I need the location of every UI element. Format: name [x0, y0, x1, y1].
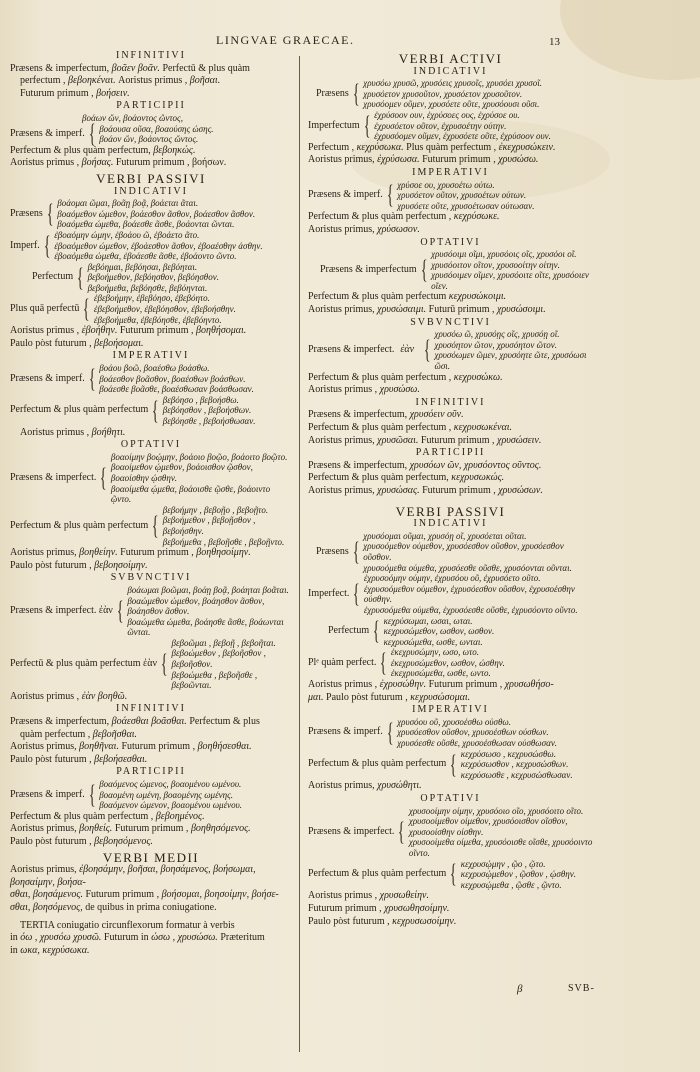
text-line: Paulo pòst futurum , βεβοήσομαι.: [10, 337, 144, 349]
bracket-group: Plᵉ quàm perfect. { ἐκεχρυσώμην, ωσο, ωτο. ἐκεχρυσώμεθον, ωσθον, ώσθην. ἐκεχρυσώμεθα, ωσθε, ωντο.: [308, 647, 505, 679]
text-line: perfectum , βεβοηκέναι. Aoristus primus , βοῆσαι.: [20, 75, 221, 87]
text-line: Aoristus primus, χρυσῶσαι. Futurum primum , χρυσώσειν.: [308, 434, 542, 446]
bracket-group: Plus quā perfectū { ἐβεβοήμην, ἐβεβόησο, ἐβεβόητο. ἐβεβοήμεθον, ἐβεβόησθον, ἐβεβοήσθην. ἐβεβοήμεθα, ἐβεβόησθε, ἐβεβόηντο.: [10, 293, 236, 325]
bracket-group: Perfectum & plus quàm perfectum { βεβοήμην , βεβοῇο , βεβοῇτο. βεβοήμεθον , βεβοῇσθον , βεβοήσθην. βεβοήμεθα , βεβοῇσθε , βεβοῇντο.: [10, 504, 285, 547]
bracket-group: Præsens & imperf. { βοάου βοῶ, βοαέσθω βοάσθω. βοάεσθον βοᾶσθον, βοαέσθων βοάσθων. βοάεσθε βοᾶσθε, βοαέσθωσαν βοάσθωσαν.: [10, 363, 254, 395]
section-title: VERBI MEDII: [102, 849, 200, 865]
text-line: σθαι, βοησόμενος, de quibus in prima coniugatione.: [10, 901, 217, 913]
text-line: Aoristus primus , ἐχρυσώθην. Futurum primum , χρυσωθήσο-: [308, 679, 554, 691]
bracket-group: Imperfect. { ἐχρυσοόμην ούμην, ἐχρυσόου οῦ, ἐχρυσόετο οῦτο. ἐχρυσοόμεθον ούμεθον, ἐχρυσόεσθον οῦσθον, ἐχρυσοέσθην ούσθην. ἐχρυσοόμεθα ούμεθα, ἐχρυσόεσθε οῦσθε, ἐχρυσόοντο οῦντο.: [308, 573, 578, 615]
text-line: Paulo pòst futurum , βεβοησόμενος.: [10, 835, 153, 847]
section-title: VERBI PASSIVI: [395, 503, 506, 519]
text-line: Paulo pòst futurum , βεβοησοίμην.: [10, 559, 148, 571]
bracket-group: Præsens { χρυσόω χρυσῶ, χρυσόεις χρυσοῖς, χρυσόει χρυσοῖ. χρυσόετον χρυσοῦτον, χρυσόετον χρυσοῦτον. χρυσόομεν οῦμεν, χρυσόετε οῦτε, χρυσόουσι οῦσι.: [316, 78, 542, 110]
section-title: VERBI ACTIVI: [398, 51, 503, 66]
text-line: Aoristus primus , ἐβοήθην. Futurum primum , βοηθήσομαι.: [10, 325, 247, 337]
bracket-group: Præsens & imperfectum { χρυσόοιμι οῖμι, χρυσόοις οῖς, χρυσόοι οῖ. χρυσόοιτον οῖτον, χρυσοοίτην οίτην. χρυσόοιμεν οῖμεν, χρυσόοιτε οῖτε, χρυσόοιεν οῖεν.: [320, 249, 589, 291]
bracket-group: Præsens & imperf. { χρύσοε ου, χρυσοέτω ούτω. χρυσόετον οῦτον, χρυσοέτων ούτων. χρυσόετε οῦτε, χρυσοέτωσαν ούτωσαν.: [308, 179, 535, 211]
bracket-group: Perfectum & plus quàm perfectum { βεβόησο , βεβοήσθω. βεβόησθον , βεβοήσθων. βεβόησθε , βεβοήσθωσαν.: [10, 394, 256, 426]
text-line: TERTIA coniugatio circunflexorum formatur à verbis: [20, 919, 235, 931]
bracket-group: Præsens & imperfect. ἐὰν { βοάωμαι βοῶμαι, βοάῃ βοᾷ, βοάηται βοᾶται. βοαώμεθον ώμεθον, βοάησθον ᾶσθον, βοάησθον ᾶσθον. βοαώμεθα ώμεθα, βοάησθε ᾶσθε, βοάωνται ῶνται.: [10, 584, 289, 638]
section-heading: INFINITIVI: [116, 703, 186, 715]
text-line: Perfectum & plus quàm perfectum κεχρυσώκοιμι.: [308, 291, 507, 303]
text-line: in όω , χρυσόω χρυσῶ. Futurum in ώσω , χρυσώσω. Præteritum: [10, 932, 265, 944]
section-heading: PARTICIPII: [116, 100, 186, 112]
section-heading: SVBVNCTIVI: [410, 316, 491, 328]
text-line: Præsens & imperfectum, χρυσόειν οῦν.: [308, 409, 464, 421]
catchword: SVB-: [568, 983, 595, 994]
text-line: Perfectum , κεχρύσωκα. Plus quàm perfectum , ἐκεχρυσώκειν.: [308, 141, 556, 153]
section-heading: OPTATIVI: [120, 439, 182, 451]
text-line: Aoristus primus, χρυσώσας. Futurum primum , χρυσώσων.: [308, 484, 543, 496]
section-heading: IMPERATIVI: [412, 704, 489, 716]
bracket-group: Præsens { χρυσόομαι οῦμαι, χρυσόῃ οῖ, χρυσόεται οῦται. χρυσοόμεθον ούμεθον, χρυσόεσθον οῦσθον, χρυσόεσθον οῦσθον. χρυσοόμεθα ούμεθα, χρυσόεσθε οῦσθε, χρυσόονται οῦνται.: [316, 530, 572, 573]
text-line: Paulo pòst futurum , βεβοήσεσθαι.: [10, 753, 148, 765]
text-line: Aoristus primus , ἐὰν βοηθῶ.: [10, 690, 128, 702]
bracket-group: Præsens & imperf. { χρυσόου οῦ, χρυσοέσθω ούσθω. χρυσόεσθον οῦσθον, χρυσοέσθων ούσθων. χρυσόεσθε οῦσθε, χρυσοέσθωσαν ούσθωσαν.: [308, 716, 558, 749]
bracket-group: Præsens & imperfect. { βοαοίμην βοῴμην, βοάοιο βοῷο, βοάοιτο βοῷτο. βοαοίμεθον ῴμεθον, βοάοισθον ῷσθον, βοαοίσθην ῴσθην. βοαοίμεθα ῴμεθα, βοάοισθε ῷσθε, βοάοιντο ῷντο.: [10, 451, 288, 505]
text-line: Præsens & imperfectum, βοάεσθαι βοᾶσθαι. Perfectum & plus: [10, 716, 260, 728]
page-number: 13: [549, 36, 560, 48]
text-line: Aoristus primus, βοηθείς. Futurum primum , βοηθησόμενος.: [10, 823, 251, 835]
section-heading: INDICATIVI: [114, 185, 188, 197]
text-line: Aoristus primus, χρύσωσον.: [308, 223, 420, 235]
text-line: Aoristus primus, ἐβοησάμην, βοῆσαι, βοησάμενος, βοήσωμαι, βοησαίμην, βοήσα-: [10, 864, 256, 888]
section-heading: IMPERATIVI: [112, 350, 190, 362]
section-heading: INFINITIVI: [415, 396, 486, 408]
section-heading: OPTATIVI: [420, 236, 481, 248]
bracket-group: Imperf. { ἐβοαόμην ώμην, ἐβοάου ῶ, ἐβοάετο ᾶτο. ἐβοαόμεθον ώμεθον, ἐβοάεσθον ᾶσθον, ἐβοαέσθην άσθην. ἐβοαόμεθα ώμεθα, ἐβοάεσθε ᾶσθε, ἐβοάοντο ῶντο.: [10, 229, 263, 262]
text-line: Perfectum & plus quàm perfectum , κεχρυσώκω.: [308, 371, 503, 383]
text-line: Aoristus primus , βοήθητι.: [20, 426, 126, 438]
text-line: Perfectum & plus quàm perfectum, βεβοηκώς.: [10, 144, 196, 156]
running-head: LINGVAE GRAECAE.: [216, 33, 355, 47]
bracket-group: Perfectum & plus quàm perfectum { κεχρύσωσο , κεχρυσώσθω. κεχρύσωσθον , κεχρυσώσθων. κεχρύσωσθε , κεχρυσώσθωσαν.: [308, 748, 573, 780]
bracket-group: Perfectum { βεβόημαι, βεβόησαι, βεβόηται. βεβοήμεθον, βεβόησθον, βεβόησθον. βεβοήμεθα, βεβόησθε, βεβόηνται.: [32, 261, 219, 293]
text-line: σθαι, βοησάμενος. Futurum primum , βοήσομαι, βοησοίμην, βοήσε-: [10, 889, 279, 901]
text-line: Perfectum & plus quàm perfectum , κεχρύσωκε.: [308, 211, 500, 223]
bracket-group: Imperfectum { ἐχρύσοον ουν, ἐχρύσοες ους, ἐχρύσοε ου. ἐχρυσόετον οῦτον, ἐχρυσοέτην ούτην. ἐχρυσόομεν οῦμεν, ἐχρυσόετε οῦτε, ἐχρύσοον ουν.: [308, 109, 551, 142]
text-line: Aoristus primus , χρυσώσω.: [308, 384, 420, 396]
section-heading: INDICATIVI: [413, 65, 488, 77]
bracket-group: Præsens & imperf. { βοάουσα οῦσα, βοαούσης ώσης. βοάον ὤν, βοάοντος ὤντος.: [10, 119, 214, 149]
bracket-group: Præsens { βοάομαι ῶμαι, βοᾶῃ βοᾷ, βοάεται ᾶται. βοαόμεθον ώμεθον, βοάεσθον ᾶσθον, βοάεσθον ᾶσθον. βοαόμεθα ώμεθα, βοάεσθε ᾶσθε, βοάονται ῶνται.: [10, 198, 256, 230]
section-heading: INFINITIVI: [116, 50, 186, 61]
text-line: Aoristus primus, ἐχρύσωσα. Futurum primum , χρυσώσω.: [308, 154, 539, 166]
section-heading: SVBVNCTIVI: [110, 572, 192, 584]
bracket-group: Perfectum { κεχρύσωμαι, ωσαι, ωται. κεχρυσώμεθον, ωσθον, ωσθον. κεχρυσώμεθα, ωσθε, ωνται.: [328, 615, 495, 647]
text-line: Aoristus primus , χρυσωθείην.: [308, 890, 429, 902]
text-line: Futurum primum , βοήσειν.: [20, 87, 130, 99]
text-line: Præsens & imperfectum, χρυσόων ῶν, χρυσόοντος οῦντος.: [308, 459, 542, 471]
text-line: Perfectum & plus quàm perfectum, κεχρυσωκώς.: [308, 472, 505, 484]
text-line: Aoristus primus , βοήσας. Futurum primum , βοήσων.: [10, 157, 227, 169]
signature-mark: β: [517, 983, 523, 995]
bracket-group: Perfectum & plus quàm perfectum { κεχρυσῴμην , ῷο , ῷτο. κεχρυσῴμεθον , ῷσθον , ῴσθην. κεχρυσῴμεθα , ῷσθε , ῷντο.: [308, 858, 576, 890]
left-column: [10, 50, 292, 957]
text-line: Præsens & imperfectum, βοᾶεν βοᾶν. Perfectū & plus quàm: [10, 62, 250, 74]
text-line: Aoristus primus, χρυσώθητι.: [308, 780, 422, 792]
bracket-group: βοάων ὤν, βοάοντος ὤντος,: [82, 112, 183, 123]
section-heading: INDICATIVI: [413, 518, 488, 530]
text-line: μαι. Paulo pòst futurum , κεχρυσώσομαι.: [308, 691, 471, 703]
section-heading: IMPERATIVI: [412, 166, 489, 178]
section-heading: PARTICIPII: [415, 447, 486, 459]
text-line: in ωκα, κεχρύσωκα.: [10, 944, 90, 956]
bracket-group: Præsens & imperfect. { χρυσοοίμην οίμην, χρυσόοιο οῖο, χρυσόοιτο οῖτο. χρυσοοίμεθον οίμεθον, χρυσόοισθον οῖσθον, χρυσοοίσθην οίσθην. χρυσοοίμεθα οίμεθα, χρυσόοισθε οῖσθε, χρυσόοιντο οῖντο.: [308, 805, 593, 858]
bracket-group: Præsens & imperfect. ἐὰν { χρυσόω ῶ, χρυσόῃς οῖς, χρυσόῃ οῖ. χρυσόητον ῶτον, χρυσόητον ῶτον. χρυσόωμεν ῶμεν, χρυσόητε ῶτε, χρυσόωσι ῶσι.: [308, 329, 587, 372]
section-title: VERBI PASSIVI: [96, 170, 206, 186]
text-line: Aoristus primus, χρυσώσαιμι. Futurū primum , χρυσώσοιμι.: [308, 304, 546, 316]
text-line: Perfectum & plus quàm perfectum , κεχρυσωκέναι.: [308, 422, 513, 433]
text-line: Aoristus primus, βοηθῆναι. Futurum primum , βοηθήσεσθαι.: [10, 741, 252, 753]
text-line: Aoristus primus, βοηθείην. Futurum primum , βοηθησοίμην.: [10, 547, 251, 559]
section-heading: PARTICIPII: [116, 766, 186, 778]
bracket-group: Præsens & imperf. { βοαόμενος ώμενος, βοαομένου ωμένου. βοαομένη ωμένη, βοαομένης ωμένης. βοαόμενον ώμενον, βοαομένου ωμένου.: [10, 779, 242, 811]
text-line: Futurum primum , χρυσωθησοίμην.: [308, 902, 450, 914]
right-column: [308, 50, 593, 928]
text-line: Perfectum & plus quàm perfectum , βεβοημένος.: [10, 810, 205, 822]
text-line: Paulo pòst futurum , κεχρυσωσοίμην.: [308, 915, 457, 927]
column-rule: [299, 56, 300, 1052]
text-line: quàm perfectum , βεβοῆσθαι.: [20, 728, 137, 740]
section-heading: OPTATIVI: [420, 793, 481, 804]
bracket-group: Perfectū & plus quàm perfectum ἐὰν { βεβοῶμαι , βεβοῇ , βεβοῆται. βεβοώμεθον , βεβοῆσθον , βεβοῆσθον. βεβοώμεθα , βεβοῆσθε , βεβοῶνται.: [10, 637, 276, 691]
